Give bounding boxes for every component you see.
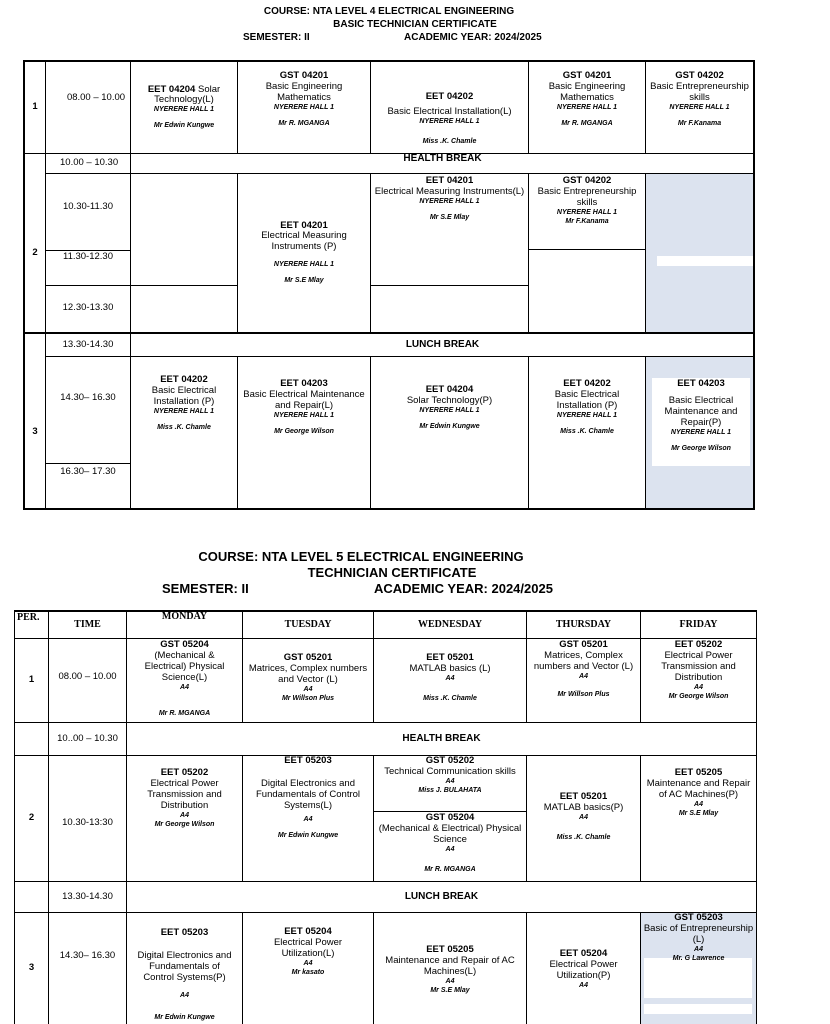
l4-p3-tue: EET 04203 Basic Electrical Maintenance and Repair(L) NYERERE HALL 1 Mr George Wilson — [243, 378, 365, 435]
l5-period-1: 1 — [28, 674, 35, 686]
l4-p1-thu: GST 04201 Basic Engineering Mathematics NYERERE HALL 1 Mr R. MGANGA — [548, 70, 626, 127]
l5-time-slot: 08.00 – 10.00 — [58, 670, 117, 682]
l4-time-slot: 12.30-13.30 — [62, 301, 114, 313]
l4-p2-thu: GST 04202 Basic Entrepreneurship skills NYERERE HALL 1 Mr F.Kanama — [537, 175, 637, 225]
l4-time-slot: 14.30– 16.30 — [60, 391, 116, 403]
l4-semester: SEMESTER: II — [243, 32, 310, 43]
l5-header-thursday: THURSDAY — [555, 619, 612, 631]
l4-shade-gap — [657, 256, 753, 266]
l5-p2-wed-b: GST 05204 (Mechanical & Electrical) Physical Science A4 Mr R. MGANGA — [378, 812, 522, 873]
l5-header-per: PER. — [17, 612, 40, 624]
l5-p1-fri: EET 05202 Electrical Power Transmission and Distribution A4 Mr George Wilson — [661, 639, 736, 700]
l5-p3-thu: EET 05204 Electrical Power Utilization(P) A4 — [549, 948, 618, 989]
l5-course-title: COURSE: NTA LEVEL 5 ELECTRICAL ENGINEERING — [198, 549, 524, 564]
l5-p2-fri: EET 05205 Maintenance and Repair of AC Machines(P) A4 Mr S.E Mlay — [646, 767, 751, 817]
l5-p2-tue: EET 05203 Digital Electronics and Fundamentals of Control Systems(L) A4 Mr Edwin Kungwe — [255, 755, 361, 839]
l4-time-slot: 08.00 – 10.00 — [66, 91, 126, 103]
l5-time-slot: 13.30-14.30 — [62, 890, 113, 902]
l4-p2-tue: EET 04201 Electrical Measuring Instruments (P) NYERERE HALL 1 Mr S.E Mlay — [261, 219, 347, 285]
l5-period-2: 2 — [28, 812, 35, 824]
l4-period-1: 1 — [32, 101, 38, 113]
l4-time-slot: 13.30-14.30 — [62, 338, 114, 350]
l4-p1-tue: GST 04201 Basic Engineering Mathematics NYERERE HALL 1 Mr R. MGANGA — [265, 70, 343, 127]
l5-period-3: 3 — [28, 962, 35, 974]
l4-health-break: HEALTH BREAK — [403, 153, 482, 165]
l4-p1-fri: GST 04202 Basic Entrepreneurship skills NYERERE HALL 1 Mr F.Kanama — [650, 70, 749, 127]
l5-header-friday: FRIDAY — [679, 619, 718, 631]
l5-p2-mon: EET 05202 Electrical Power Transmission and Distribution A4 Mr George Wilson — [147, 767, 222, 828]
l4-p3-mon: EET 04202 Basic Electrical Installation (P) NYERERE HALL 1 Miss .K. Chamle — [151, 374, 217, 431]
l5-p2-wed-a: GST 05202 Technical Communication skills A4 Miss J. BULAHATA — [384, 755, 516, 794]
l5-certificate-title: TECHNICIAN CERTIFICATE — [307, 565, 477, 580]
l5-header-monday: MONDAY — [161, 611, 208, 623]
l4-time-slot: 16.30– 17.30 — [60, 465, 116, 477]
l5-shade-gap — [644, 1004, 752, 1014]
l4-period-2: 2 — [32, 246, 38, 258]
l5-p1-wed: EET 05201 MATLAB basics (L) A4 Miss .K. Chamle — [409, 652, 491, 702]
l4-p3-fri: EET 04203 Basic Electrical Maintenance and Repair(P) NYERERE HALL 1 Mr George Wilson — [664, 378, 738, 452]
l4-time-slot: 10.00 – 10.30 — [60, 157, 119, 169]
l5-p1-tue: GST 05201 Matrices, Complex numbers and Vector (L) A4 Mr Willson Plus — [248, 652, 368, 702]
l5-time-slot: 14.30– 16.30 — [59, 949, 116, 961]
l5-time-slot: 10..00 – 10.30 — [57, 732, 118, 744]
l5-p3-fri: GST 05203 Basic of Entrepreneurship (L) A4 Mr. G Lawrence — [643, 912, 754, 962]
l5-academic-year: ACADEMIC YEAR: 2024/2025 — [374, 581, 553, 596]
l4-shade-fri-p2 — [646, 174, 754, 333]
l4-p1-mon: EET 04204 Solar Technology(L) NYERERE HALL 1 Mr Edwin Kungwe — [147, 83, 221, 130]
l4-course-title: COURSE: NTA LEVEL 4 ELECTRICAL ENGINEERING — [263, 6, 515, 17]
l4-time-slot: 11.30-12.30 — [62, 250, 113, 262]
l4-academic-year: ACADEMIC YEAR: 2024/2025 — [404, 32, 542, 43]
l5-health-break: HEALTH BREAK — [402, 733, 481, 745]
l4-lunch-break: LUNCH BREAK — [405, 339, 480, 351]
l4-time-slot: 10.30-11.30 — [62, 200, 113, 212]
l4-p3-thu: EET 04202 Basic Electrical Installation (P) NYERERE HALL 1 Miss .K. Chamle — [554, 378, 620, 435]
l5-semester: SEMESTER: II — [162, 581, 249, 596]
l5-shade-gap — [644, 958, 752, 998]
l5-time-slot: 10.30-13:30 — [62, 816, 113, 828]
l5-p1-mon: GST 05204 (Mechanical & Electrical) Physical Science(L) A4 Mr R. MGANGA — [144, 639, 225, 717]
l5-header-tuesday: TUESDAY — [284, 619, 332, 631]
l5-p3-mon: EET 05203 Digital Electronics and Fundamentals of Control Systems(P) A4 Mr Edwin Kungwe — [137, 927, 232, 1021]
l4-p2-wed: EET 04201 Electrical Measuring Instruments(L) NYERERE HALL 1 Mr S.E Mlay — [374, 175, 525, 221]
l5-lunch-break: LUNCH BREAK — [404, 891, 479, 903]
l5-p3-tue: EET 05204 Electrical Power Utilization(L) A4 Mr kasato — [273, 926, 343, 976]
l5-p2-thu: EET 05201 MATLAB basics(P) A4 Miss .K. Chamle — [543, 791, 624, 841]
l5-header-time: TIME — [74, 619, 101, 631]
l4-p3-wed: EET 04204 Solar Technology(P) NYERERE HALL 1 Mr Edwin Kungwe — [406, 384, 493, 430]
l4-certificate-title: BASIC TECHNICIAN CERTIFICATE — [333, 19, 497, 30]
l4-p1-wed: EET 04202 Basic Electrical Installation(L) NYERERE HALL 1 Miss .K. Chamle — [387, 91, 512, 145]
l5-header-wednesday: WEDNESDAY — [417, 619, 483, 631]
l4-period-3: 3 — [32, 426, 38, 438]
l5-p1-thu: GST 05201 Matrices, Complex numbers and Vector (L) A4 Mr Willson Plus — [533, 639, 634, 698]
l5-p3-wed: EET 05205 Maintenance and Repair of AC Machines(L) A4 Mr S.E Mlay — [385, 944, 515, 994]
